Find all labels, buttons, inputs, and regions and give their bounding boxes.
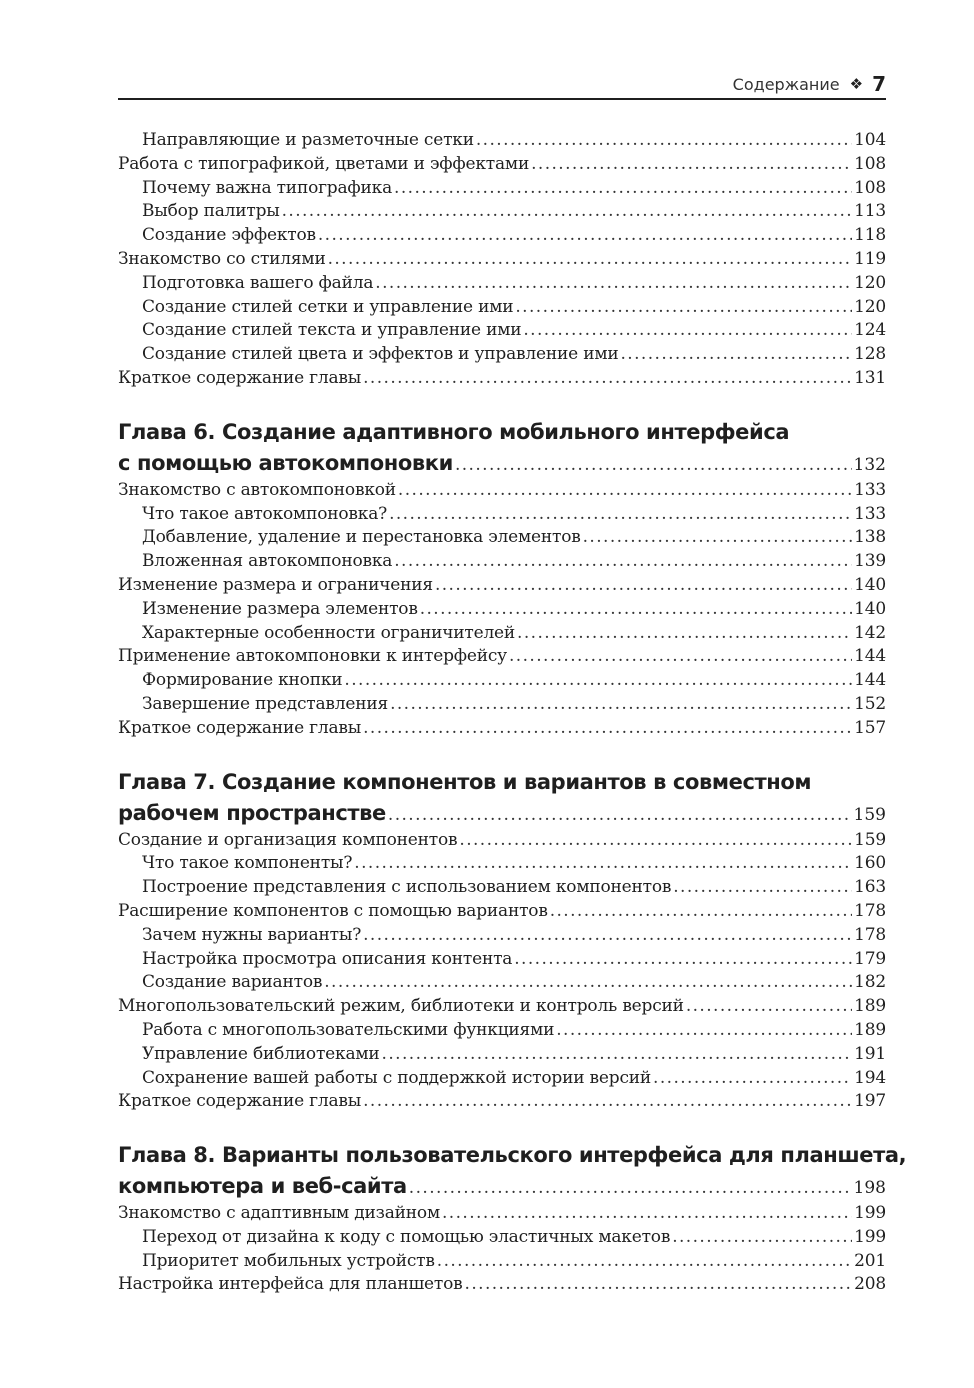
toc-section-entry xyxy=(118,717,886,741)
toc-entry-page: 199 xyxy=(854,1203,886,1224)
dot-leader xyxy=(328,248,853,272)
toc-entry-title: Создание стилей текста и управление ими xyxy=(142,320,522,341)
toc-entry-page: 157 xyxy=(854,717,886,738)
toc-subsection-entry xyxy=(118,1067,886,1091)
toc-subsection-entry xyxy=(118,971,886,995)
toc-subsection-entry xyxy=(118,876,886,900)
toc-entry-page: 191 xyxy=(854,1043,886,1064)
toc-entry-page: 179 xyxy=(854,948,886,969)
toc-entry-page: 119 xyxy=(854,248,886,269)
toc-section-entry xyxy=(118,829,886,853)
toc-entry-title: Краткое содержание главы xyxy=(118,717,362,738)
toc-subsection-entry xyxy=(118,852,886,876)
toc-subsection-entry xyxy=(118,924,886,948)
dot-leader xyxy=(465,1273,853,1297)
toc-entry-title: Работа с многопользовательскими функциями xyxy=(142,1019,555,1040)
dot-leader xyxy=(388,800,852,831)
chapter-block xyxy=(118,767,886,1115)
dot-leader xyxy=(318,224,852,248)
toc-entry-title: Что такое автокомпоновка? xyxy=(142,503,388,524)
dot-leader xyxy=(673,876,852,900)
toc-subsection-entry xyxy=(118,550,886,574)
dot-leader xyxy=(435,574,852,598)
toc-entry-page: 189 xyxy=(854,996,886,1017)
toc-entry-page: 140 xyxy=(854,598,886,619)
toc-section-entry xyxy=(118,645,886,669)
toc-entry-title: Приоритет мобильных устройств xyxy=(142,1250,435,1271)
toc-subsection-entry xyxy=(118,526,886,550)
dot-leader xyxy=(437,1250,852,1274)
toc-entry-page: 182 xyxy=(854,972,886,993)
dot-leader xyxy=(517,622,852,646)
toc-entry-title: Краткое содержание главы xyxy=(118,1091,362,1112)
chapter-heading-text: компьютера и веб-сайта xyxy=(118,1174,407,1199)
toc-entry-title: Построение представления с использованием компонентов xyxy=(142,877,672,898)
dot-leader xyxy=(459,829,852,853)
chapter-block xyxy=(118,1140,907,1297)
page-number: 7 xyxy=(872,72,886,96)
toc-entry-page: 159 xyxy=(854,829,886,850)
toc-entry-page: 144 xyxy=(854,670,886,691)
toc-entry-title: Почему важна типографика xyxy=(142,177,393,198)
toc-entry-title: Знакомство с автокомпоновкой xyxy=(118,479,396,500)
toc-subsection-entry xyxy=(118,1019,886,1043)
toc-entry-title: Управление библиотеками xyxy=(142,1043,380,1064)
toc-subsection-entry xyxy=(118,343,886,367)
dot-leader xyxy=(363,1090,852,1114)
toc-subsection-entry xyxy=(118,1043,886,1067)
running-header xyxy=(118,70,886,100)
dot-leader xyxy=(442,1202,852,1226)
toc-subsection-entry xyxy=(118,503,886,527)
dot-leader xyxy=(514,948,852,972)
dot-leader xyxy=(282,200,853,224)
toc-entry-page: 124 xyxy=(854,320,886,341)
toc-subsection-entry xyxy=(118,669,886,693)
toc-entry-title: Создание эффектов xyxy=(142,225,316,246)
toc-entry-page: 144 xyxy=(854,646,886,667)
toc-entry-title: Направляющие и разметочные сетки xyxy=(142,130,474,150)
dot-leader xyxy=(621,343,853,367)
toc-subsection-entry xyxy=(118,224,886,248)
chapter-block xyxy=(118,417,886,741)
toc-entry-page: 118 xyxy=(854,225,886,246)
toc-subsection-entry xyxy=(118,319,886,343)
toc-entry-page: 199 xyxy=(854,1226,886,1247)
toc-entry-title: Знакомство с адаптивным дизайном xyxy=(118,1203,440,1224)
dot-leader xyxy=(344,669,852,693)
chapter-heading-text: рабочем пространстве xyxy=(118,800,386,825)
dot-leader xyxy=(409,1173,852,1204)
toc-entry-title: Изменение размера элементов xyxy=(142,598,418,619)
chapter-heading: Глава 8. Варианты пользовательского интерфейса для планшета, xyxy=(118,1143,907,1168)
toc-entry-page: 133 xyxy=(854,479,886,500)
toc-subsection-entry xyxy=(118,1250,886,1274)
toc-entry-title: Настройка просмотра описания контента xyxy=(142,948,513,969)
toc-entry-title: Создание и организация компонентов xyxy=(118,829,458,850)
toc-section-entry xyxy=(118,248,886,272)
toc-subsection-entry xyxy=(118,296,886,320)
dot-leader xyxy=(389,503,852,527)
chapter-heading-continuation xyxy=(118,448,886,479)
chapter-heading-text: с помощью автокомпоновки xyxy=(118,450,453,475)
toc-subsection-entry xyxy=(118,1226,886,1250)
toc-entry-page: 138 xyxy=(854,527,886,548)
dot-leader xyxy=(515,296,852,320)
toc-subsection-entry xyxy=(118,948,886,972)
chapter-page: 198 xyxy=(853,1178,886,1199)
dot-leader xyxy=(363,924,852,948)
toc-subsection-entry xyxy=(118,598,886,622)
toc-entry-page: 178 xyxy=(854,924,886,945)
toc-entry-title: Расширение компонентов с помощью вариантов xyxy=(118,900,548,921)
dot-leader xyxy=(523,319,852,343)
toc-entry-page: 201 xyxy=(854,1250,886,1271)
toc-section-entry xyxy=(118,995,886,1019)
toc-entry-page: 194 xyxy=(854,1067,886,1088)
dot-leader xyxy=(556,1019,852,1043)
toc-subsection-entry xyxy=(118,129,886,153)
toc-entry-page: 120 xyxy=(854,272,886,293)
dot-leader xyxy=(390,693,852,717)
toc-subsection-entry xyxy=(118,622,886,646)
chapter-page: 132 xyxy=(853,454,886,475)
toc-section-entry xyxy=(118,1273,886,1297)
chapter-heading-continuation xyxy=(118,1171,886,1202)
toc-entry-page: 152 xyxy=(854,693,886,714)
dot-leader xyxy=(382,1043,853,1067)
toc-entry-page: 139 xyxy=(854,551,886,572)
toc-entry-title: Создание стилей сетки и управление ими xyxy=(142,296,514,317)
toc-entry-page: 178 xyxy=(854,900,886,921)
toc-section-entry xyxy=(118,479,886,503)
toc-entry-title: Многопользовательский режим, библиотеки и контроль версий xyxy=(118,996,684,1017)
toc-entry-title: Вложенная автокомпоновка xyxy=(142,551,393,572)
table-of-contents xyxy=(118,129,907,1297)
chapter-heading: Глава 6. Создание адаптивного мобильного интерфейса xyxy=(118,419,790,444)
toc-entry-title: Подготовка вашего файла xyxy=(142,272,374,293)
chapter-heading-continuation xyxy=(118,798,886,829)
dot-leader xyxy=(398,479,852,503)
toc-section-entry xyxy=(118,574,886,598)
toc-entry-title: Сохранение вашей работы с поддержкой истории версий xyxy=(142,1067,652,1088)
toc-subsection-entry xyxy=(118,177,886,201)
toc-entry-page: 140 xyxy=(854,574,886,595)
toc-entry-page: 128 xyxy=(854,344,886,365)
toc-section-entry xyxy=(118,1090,886,1114)
chapter-page: 159 xyxy=(853,804,886,825)
toc-entry-title: Переход от дизайна к коду с помощью эластичных макетов xyxy=(142,1226,671,1247)
running-header-title: Содержание xyxy=(732,74,840,94)
dot-leader xyxy=(509,645,852,669)
dot-leader xyxy=(583,526,853,550)
toc-section-entry xyxy=(118,367,886,391)
toc-entry-title: Создание стилей цвета и эффектов и управление ими xyxy=(142,344,619,365)
toc-entry-page: 131 xyxy=(854,367,886,388)
dot-leader xyxy=(455,450,852,481)
dot-leader xyxy=(420,598,852,622)
toc-entry-page: 160 xyxy=(854,853,886,874)
dot-leader xyxy=(394,177,852,201)
dot-leader xyxy=(363,367,852,391)
toc-entry-page: 189 xyxy=(854,1019,886,1040)
toc-entry-page: 113 xyxy=(854,201,886,222)
toc-entry-title: Характерные особенности ограничителей xyxy=(142,622,516,643)
dot-leader xyxy=(550,900,852,924)
toc-entry-page: 133 xyxy=(854,503,886,524)
toc-entry-page: 197 xyxy=(854,1091,886,1112)
dot-leader xyxy=(394,550,852,574)
toc-entry-title: Применение автокомпоновки к интерфейсу xyxy=(118,646,507,667)
dot-leader xyxy=(531,153,852,177)
toc-section-entry xyxy=(118,1202,886,1226)
dot-leader xyxy=(476,129,852,153)
dot-leader xyxy=(653,1067,852,1091)
dot-leader xyxy=(686,995,852,1019)
toc-entry-page: 104 xyxy=(854,130,886,150)
chapter-heading: Глава 7. Создание компонентов и вариантов в совместном xyxy=(118,769,812,794)
toc-entry-title: Знакомство со стилями xyxy=(118,248,326,269)
dot-leader xyxy=(672,1226,852,1250)
toc-entry-page: 208 xyxy=(854,1274,886,1295)
toc-entry-page: 108 xyxy=(854,177,886,198)
toc-entry-title: Завершение представления xyxy=(142,693,389,714)
toc-entry-title: Формирование кнопки xyxy=(142,670,343,691)
ornament-icon: ❖ xyxy=(849,75,864,93)
toc-section-entry xyxy=(118,153,886,177)
toc-subsection-entry xyxy=(118,272,886,296)
toc-entry-title: Что такое компоненты? xyxy=(142,853,353,874)
toc-entry-title: Изменение размера и ограничения xyxy=(118,574,433,595)
dot-leader xyxy=(363,717,852,741)
toc-entry-title: Создание вариантов xyxy=(142,972,323,993)
toc-entry-page: 142 xyxy=(854,622,886,643)
toc-entry-title: Работа с типографикой, цветами и эффектами xyxy=(118,153,530,174)
toc-entry-title: Настройка интерфейса для планшетов xyxy=(118,1274,463,1295)
toc-entry-title: Выбор палитры xyxy=(142,201,280,222)
toc-entry-title: Краткое содержание главы xyxy=(118,367,362,388)
dot-leader xyxy=(324,971,852,995)
toc-subsection-entry xyxy=(118,200,886,224)
toc-entry-title: Добавление, удаление и перестановка элементов xyxy=(142,527,581,548)
toc-entry-page: 163 xyxy=(854,877,886,898)
toc-entry-title: Зачем нужны варианты? xyxy=(142,924,362,945)
dot-leader xyxy=(354,852,852,876)
toc-subsection-entry xyxy=(118,693,886,717)
toc-entry-page: 120 xyxy=(854,296,886,317)
toc-entry-page: 108 xyxy=(854,153,886,174)
toc-section-entry xyxy=(118,900,886,924)
dot-leader xyxy=(375,272,852,296)
